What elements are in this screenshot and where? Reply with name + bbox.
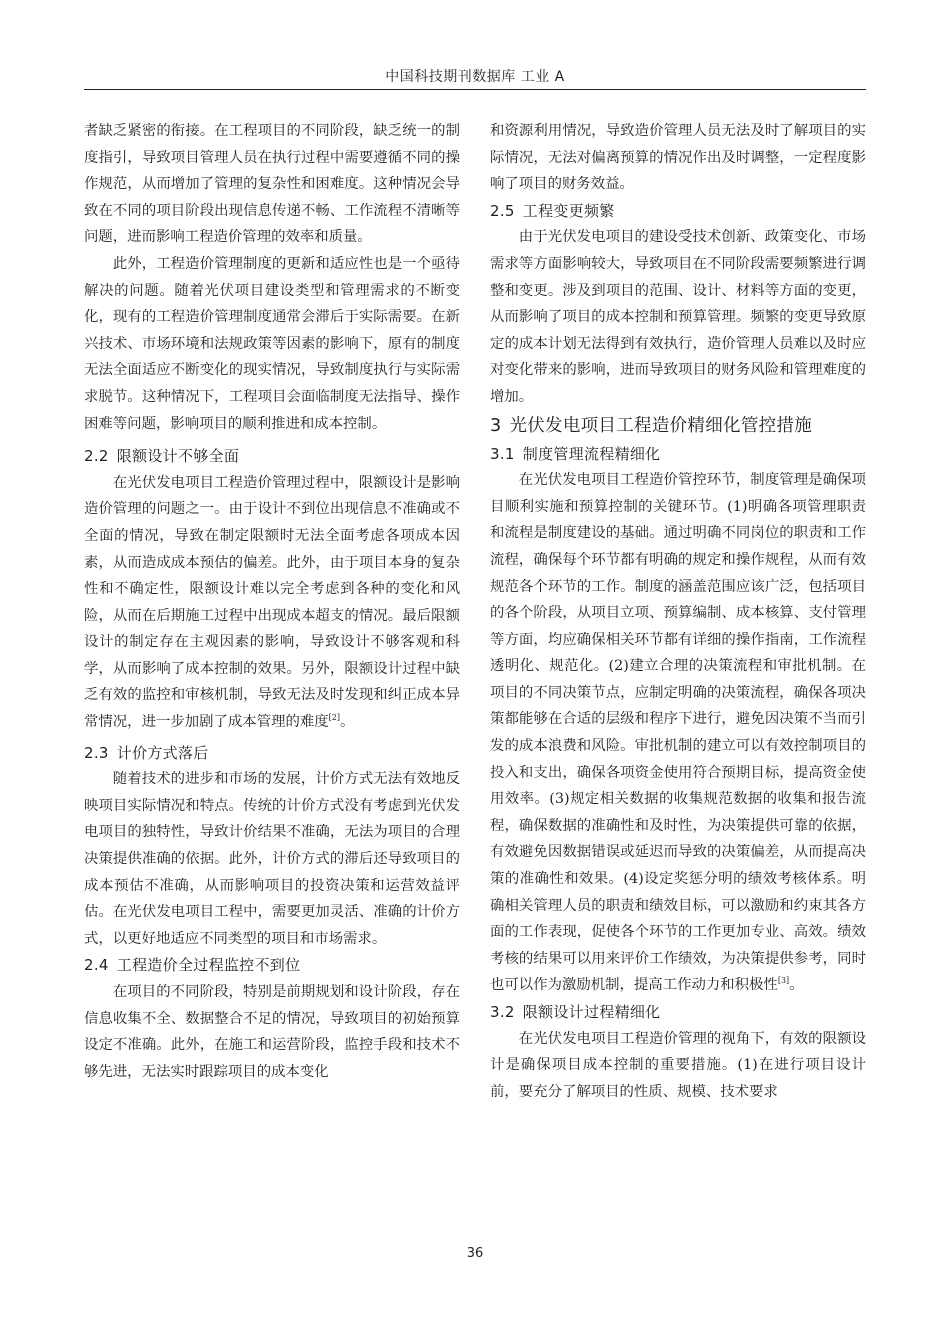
section-title: 限额设计不够全面 [116, 447, 240, 466]
section-number: 3 [490, 415, 502, 436]
section-number: 3.2 [490, 1003, 515, 1021]
running-header: 中国科技期刊数据库 工业 A [385, 69, 565, 85]
section-heading-2-5 [490, 198, 866, 225]
page-number: 36 [466, 1246, 484, 1261]
paragraph [490, 467, 866, 999]
section-heading-3-2 [490, 999, 866, 1026]
paragraph: 由于光伏发电项目的建设受技术创新、政策变化、市场需求等方面影响较大，导致项目在不同阶段需要频繁进行调整和变更。涉及到项目的范围、设计、材料等方面的变更，从而影响了项目的成本控制和预算管理。频繁的变更导致原定的成本计划无法得到有效执行，造价管理人员难以及时应对变化带来的影响，进而导致项目的财务风险和管理难度的增加。 [490, 229, 866, 405]
section-number: 2.2 [84, 447, 109, 466]
right-column [490, 118, 866, 1105]
section-title: 制度管理流程精细化 [522, 444, 661, 463]
section-number: 2.4 [84, 956, 109, 975]
paragraph-end: 。 [340, 714, 355, 731]
paragraph [84, 470, 460, 736]
paragraph-text: 在光伏发电项目工程造价管控环节，制度管理是确保项目顺利实施和预算控制的关键环节。(1)明确各项管理职责和流程是制度建设的基础。通过明确不同岗位的职责和工作流程，确保每个环节都有明确的规定和操作规程，从而有效规范各个环节的工作。制度的涵盖范围应该广泛，包括项目的各个阶段，从项目立项、预算编制、成本核算、支付管理等方面，均应确保相关环节都有详细的操作指南，工作流程透明化、规范化。(2)建立合理的决策流程和审批机制。在项目的不同决策节点，应制定明确的决策流程，确保各项决策都能够在合适的层级和程序下进行，避免因决策不当而引发的成本浪费和风险。审批机制的建立可以有效控制项目的投入和支出，确保各项资金使用符合预期目标，提高资金使用效率。(3)规定相关数据的收集规范数据的收集和报告流程，确保数据的准确性和及时性，为决策提供可靠的依据，有效避免因数据错误或延迟而导致的决策偏差，从而提高决策的准确性和效果。(4)设定奖惩分明的绩效考核体系。明确相关管理人员的职责和绩效目标，可以激励和约束其各方面的工作表现，促使各个环节的工作更加专业、高效。绩效考核的结果可以用来评价工作绩效，为决策提供参考，同时也可以作为激励机制，提高工作动力和积极性 [490, 472, 866, 994]
citation-marker: [3] [777, 976, 790, 986]
section-number: 2.5 [490, 201, 515, 220]
section-heading-2-3 [84, 740, 460, 767]
header-rule [84, 89, 866, 90]
citation-marker: [2] [328, 713, 340, 723]
paragraph: 此外，工程造价管理制度的更新和适应性也是一个亟待解决的问题。随着光伏项目建设类型和管理需求的不断变化，现有的工程造价管理制度通常会滞后于实际需要。在新兴技术、市场环境和法规政策等因素的影响下，原有的制度无法全面适应不断变化的现实情况，导致制度执行与实际需求脱节。这种情况下，工程项目会面临制度无法指导、操作困难等问题，影响项目的顺利推进和成本控制。 [84, 255, 460, 432]
section-title: 工程造价全过程监控不到位 [116, 956, 301, 975]
left-column [84, 118, 460, 1085]
section-title: 工程变更频繁 [522, 201, 615, 220]
section-number: 3.1 [490, 444, 515, 463]
paragraph: 者缺乏紧密的衔接。在工程项目的不同阶段，缺乏统一的制度指引，导致项目管理人员在执行过程中需要遵循不同的操作规范，从而增加了管理的复杂性和困难度。这种情况会导致在不同的项目阶段出现信息传递不畅、工作流程不清晰等问题，进而影响工程造价管理的效率和质量。 [84, 123, 460, 246]
section-number: 2.3 [84, 743, 109, 762]
paragraph: 随着技术的进步和市场的发展，计价方式无法有效地反映项目实际情况和特点。传统的计价方式没有考虑到光伏发电项目的独特性，导致计价结果不准确，无法为项目的合理决策提供准确的依据。此外，计价方式的滞后还导致项目的成本预估不准确，从而影响项目的投资决策和运营效益评估。在光伏发电项目工程中，需要更加灵活、准确的计价方式，以更好地适应不同类型的项目和市场需求。 [84, 771, 460, 947]
paragraph: 在项目的不同阶段，特别是前期规划和设计阶段，存在信息收集不全、数据整合不足的情况，导致项目的初始预算设定不准确。此外，在施工和运营阶段，监控手段和技术不够先进，无法实时跟踪项目的成本变化 [84, 984, 460, 1080]
section-heading-3-1 [490, 441, 866, 468]
section-title: 计价方式落后 [116, 743, 209, 762]
section-heading-2-2 [84, 443, 460, 470]
section-title: 光伏发电项目工程造价精细化管控措施 [509, 415, 813, 436]
paragraph-end: 。 [789, 977, 804, 994]
section-heading-2-4 [84, 952, 460, 979]
paragraph-text: 在光伏发电项目工程造价管理过程中，限额设计是影响造价管理的问题之一。由于设计不到位出现信息不准确或不全面的情况，导致在制定限额时无法全面考虑各项成本因素，从而造成成本预估的偏差。此外，由于项目本身的复杂性和不确定性，限额设计难以完全考虑到各种的变化和风险，从而在后期施工过程中出现成本超支的情况。最后限额设计的制定存在主观因素的影响，导致设计不够客观和科学，从而影响了成本控制的效果。另外，限额设计过程中缺乏有效的监控和审核机制，导致无法及时发现和纠正成本异常情况，进一步加剧了成本管理的难度 [84, 474, 460, 731]
section-title: 限额设计过程精细化 [522, 1003, 661, 1021]
section-heading-3 [490, 411, 866, 441]
paragraph: 在光伏发电项目工程造价管理的视角下，有效的限额设计是确保项目成本控制的重要措施。(1)在进行项目设计前，要充分了解项目的性质、规模、技术要求 [490, 1030, 866, 1100]
paragraph: 和资源利用情况，导致造价管理人员无法及时了解项目的实际情况，无法对偏离预算的情况作出及时调整，一定程度影响了项目的财务效益。 [490, 123, 866, 193]
